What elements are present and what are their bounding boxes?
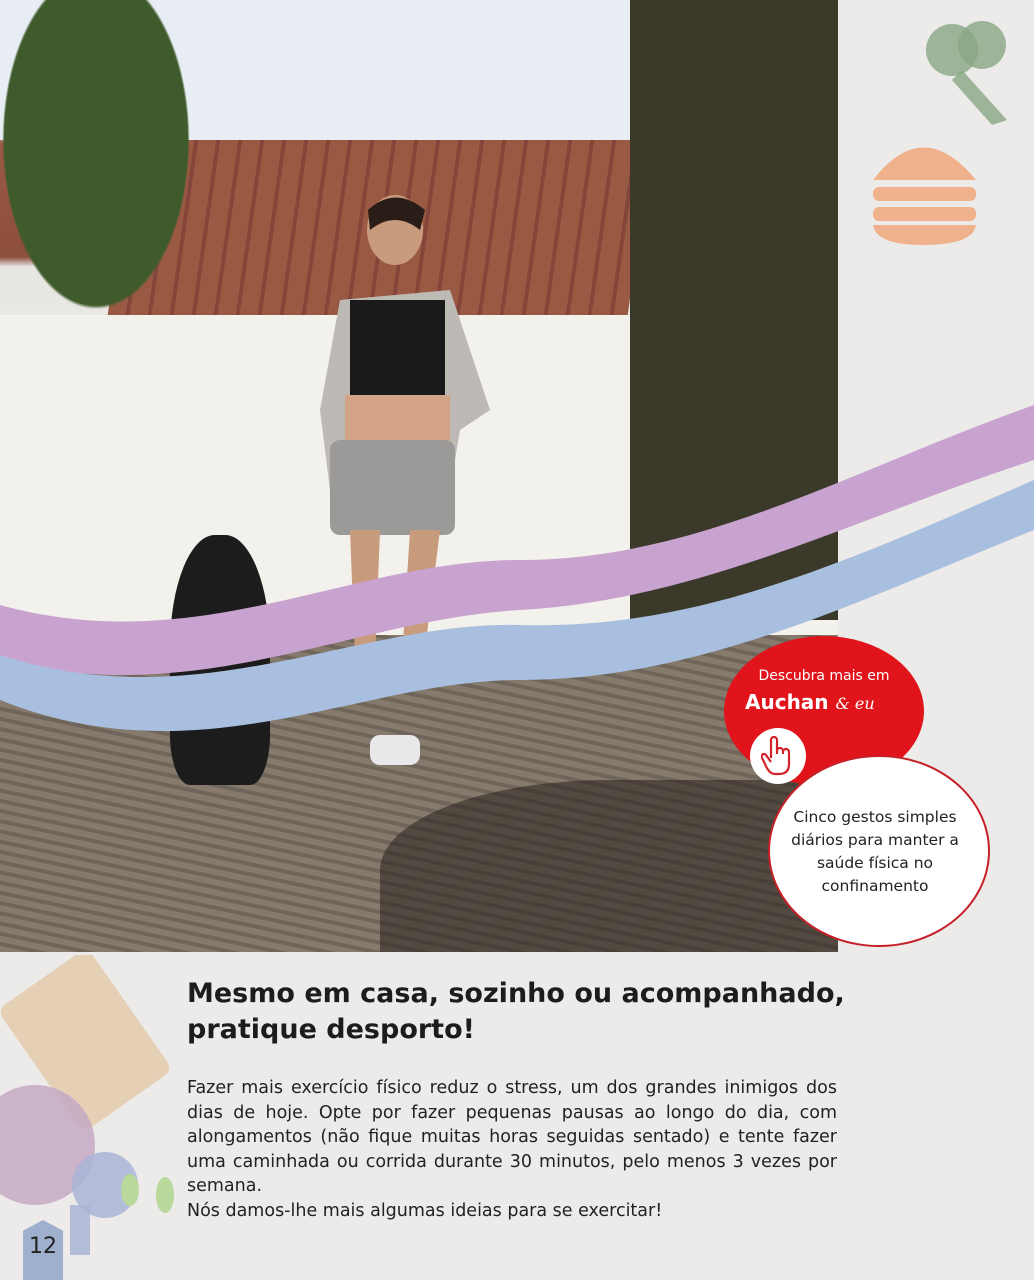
- pointing-hand-icon: [750, 728, 806, 784]
- article-paragraph: Fazer mais exercício físico reduz o stress, um dos grandes inimigos dos dias de hoje. Opte por fazer pequenas pausas ao longo do dia, com alongamentos (não fique muitas horas seguidas sentado) e tente fazer uma caminhada ou corrida durante 30 minutos, pelo menos 3 vezes por semana.: [187, 1078, 837, 1196]
- callout-link-text[interactable]: Cinco gestos simples diários para manter a saúde física no confinamento: [791, 808, 959, 895]
- article-body: [187, 1076, 837, 1223]
- article-title: Mesmo em casa, sozinho ou acompanhado, pratique desporto!: [187, 978, 845, 1045]
- page-number: 12: [29, 1234, 57, 1259]
- callout-intro: Descubra mais em: [758, 668, 890, 684]
- article-paragraph: Nós damos-lhe mais algumas ideias para se exercitar!: [187, 1200, 663, 1221]
- broccoli-icon: [912, 10, 1017, 125]
- bottle-and-beet-decoration: [0, 955, 190, 1255]
- veggie-burger-icon: [868, 125, 980, 247]
- auchan-eu-logo[interactable]: Auchan & eu: [745, 690, 875, 714]
